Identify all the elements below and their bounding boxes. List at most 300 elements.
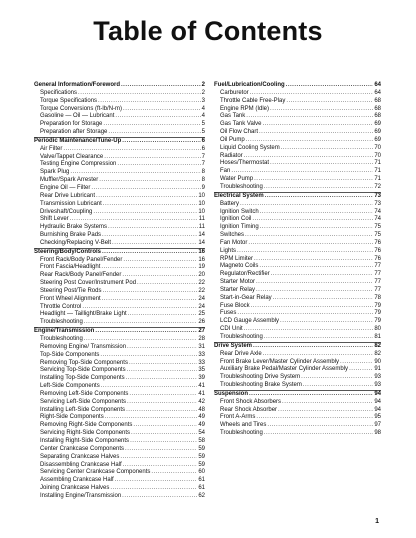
dot-leader	[129, 360, 197, 368]
toc-page-number: 79	[374, 318, 381, 325]
dot-leader	[123, 106, 201, 114]
toc-entry-title: Throttle Control	[40, 303, 82, 310]
dot-leader	[82, 304, 197, 312]
dot-leader	[301, 374, 373, 382]
dot-leader	[123, 462, 198, 470]
toc-entry	[214, 382, 381, 390]
toc-page-number: 61	[198, 485, 205, 492]
toc-entry-title: Carburetor	[220, 89, 249, 96]
toc-page-number: 77	[374, 271, 381, 278]
toc-page-number: 19	[198, 264, 205, 271]
toc-page-number: 22	[198, 280, 205, 287]
toc-entry-title: Muffler/Spark Arrester	[40, 177, 99, 184]
toc-entry	[34, 224, 205, 232]
toc-page-number: 39	[198, 375, 205, 382]
toc-entry-title: Spark Plug	[40, 169, 70, 176]
toc-entry	[214, 407, 381, 415]
toc-entry-title: Assembling Crankcase Half	[40, 477, 114, 484]
toc-entry-title: Torque Specifications	[40, 97, 98, 104]
toc-entry	[214, 168, 381, 176]
toc-page-number: 73	[374, 192, 381, 199]
toc-entry-title: Troubleshooting	[40, 319, 83, 326]
dot-leader	[130, 438, 197, 446]
page-number: 1	[375, 518, 379, 525]
toc-page-number: 70	[374, 144, 381, 151]
dot-leader	[122, 493, 197, 501]
toc-page-number: 81	[374, 334, 381, 340]
toc-page-number: 41	[198, 390, 205, 397]
toc-page-number: 24	[198, 303, 205, 310]
toc-entry-title: Air Filter	[40, 145, 63, 152]
toc-page-number: 97	[374, 422, 381, 429]
toc-entry	[214, 224, 381, 232]
toc-entry	[34, 446, 205, 454]
toc-page-number: 6	[201, 145, 205, 152]
toc-page-number: 69	[374, 129, 381, 136]
dot-leader	[126, 407, 197, 415]
toc-entry-title: Front Brake Lever/Master Cylinder Assembly	[220, 358, 340, 365]
toc-page-number: 69	[374, 121, 381, 128]
toc-page-number: 58	[198, 437, 205, 444]
toc-page-number: 5	[201, 129, 205, 136]
toc-entry	[214, 263, 381, 271]
toc-entry-title: Torque Conversions (ft-lb/N-m)	[40, 105, 123, 112]
toc-section-title: Fuel/Lubrication/Cooling	[214, 82, 285, 88]
dot-leader	[99, 177, 200, 185]
dot-leader	[253, 343, 373, 351]
toc-page-number: 14	[198, 239, 205, 246]
dot-leader	[340, 359, 373, 367]
toc-entry	[34, 288, 205, 296]
toc-entry	[214, 209, 381, 217]
dot-leader	[256, 287, 373, 295]
toc-entry-title: Rear Rack/Body Panel/Fender	[40, 272, 122, 279]
toc-entry-title: Driveshaft/Coupling	[40, 208, 93, 215]
toc-entry-title: Front Rack/Body Panel/Fender	[40, 256, 123, 263]
dot-leader	[115, 113, 200, 121]
dot-leader	[108, 129, 200, 137]
toc-entry-title: Front Shock Absorbers	[220, 398, 282, 405]
dot-leader	[126, 375, 198, 383]
toc-page-number: 59	[198, 445, 205, 452]
dot-leader	[98, 98, 201, 106]
dot-leader	[260, 224, 374, 232]
toc-entry-title: Lights	[220, 247, 237, 254]
toc-section-heading	[214, 192, 381, 201]
dot-leader	[133, 422, 197, 430]
dot-leader	[267, 422, 373, 430]
dot-leader	[286, 98, 373, 106]
dot-leader	[103, 121, 200, 129]
toc-entry-title: Oil Flow Chart	[220, 129, 259, 136]
toc-entry-title: Auxiliary Brake Pedal/Master Cylinder Assembly	[220, 366, 349, 373]
dot-leader	[245, 232, 373, 240]
toc-section-heading	[34, 327, 205, 336]
dot-leader	[278, 407, 373, 415]
dot-leader	[84, 319, 198, 327]
toc-entry	[34, 422, 205, 430]
toc-page-number: 71	[374, 168, 381, 175]
toc-page-number: 35	[198, 367, 205, 374]
dot-leader	[127, 367, 198, 375]
toc-page-number: 73	[374, 200, 381, 207]
dot-leader	[259, 263, 373, 271]
toc-entry	[34, 146, 205, 154]
dot-leader	[264, 430, 374, 438]
toc-entry-title: Troubleshooting Brake System	[220, 382, 302, 389]
toc-page-number: 24	[198, 295, 205, 302]
toc-entry-title: Checking/Replacing V-Belt	[40, 239, 112, 246]
toc-page-number: 8	[201, 177, 205, 184]
toc-entry	[214, 351, 381, 359]
toc-entry	[34, 129, 205, 137]
toc-entry	[34, 375, 205, 383]
toc-entry-title: Start-in-Gear Relay	[220, 294, 272, 301]
toc-entry	[214, 201, 381, 209]
toc-entry	[34, 462, 205, 470]
toc-entry	[214, 90, 381, 98]
toc-entry-title: Center Crankcase Components	[40, 445, 125, 452]
dot-leader	[265, 193, 374, 201]
toc-page-number: 7	[201, 153, 205, 160]
toc-entry-title: LCD Gauge Assembly	[220, 318, 280, 325]
toc-page-number: 59	[198, 461, 205, 468]
toc-entry	[214, 287, 381, 295]
toc-page-number: 3	[201, 97, 205, 104]
dot-leader	[151, 469, 197, 477]
dot-leader	[127, 344, 197, 352]
toc-entry-title: Ignition Coil	[220, 216, 252, 223]
dot-leader	[131, 430, 197, 438]
dot-leader	[259, 129, 373, 137]
toc-entry-title: Gas Tank	[220, 113, 246, 120]
toc-page-number: 59	[198, 453, 205, 460]
toc-entry	[214, 121, 381, 129]
toc-entry-title: Removing Top-Side Components	[40, 359, 128, 366]
toc-page-number: 26	[198, 319, 205, 326]
dot-leader	[246, 113, 373, 121]
toc-section-heading	[34, 82, 205, 90]
dot-leader	[102, 288, 197, 296]
dot-leader	[93, 209, 197, 217]
dot-leader	[263, 351, 374, 359]
toc-entry	[214, 232, 381, 240]
toc-entry	[214, 430, 381, 438]
toc-entry-title: Radiator	[220, 152, 243, 159]
dot-leader	[271, 271, 374, 279]
dot-leader	[129, 391, 197, 399]
toc-page-number: 6	[201, 137, 205, 144]
toc-page-number: 70	[374, 152, 381, 159]
dot-leader	[84, 336, 198, 344]
toc-entry-title: Testing Engine Compression	[40, 161, 117, 168]
toc-page-number: 94	[374, 390, 381, 397]
toc-entry	[34, 106, 205, 114]
dot-leader	[117, 161, 200, 169]
dot-leader	[270, 160, 373, 168]
toc-entry-title: Servicing Top-Side Components	[40, 367, 126, 374]
toc-entry	[34, 311, 205, 319]
left-toc-column	[34, 82, 205, 501]
toc-entry	[34, 177, 205, 185]
toc-entry	[214, 153, 381, 161]
toc-page-number: 16	[198, 248, 205, 255]
toc-entry-title: Battery	[220, 200, 240, 207]
toc-entry	[214, 240, 381, 248]
dot-leader	[286, 82, 374, 90]
toc-page-number: 4	[201, 113, 205, 120]
toc-entry-title: Installing Engine/Transmission	[40, 492, 122, 499]
toc-page-number: 94	[374, 398, 381, 405]
dot-leader	[122, 272, 197, 280]
dot-leader	[102, 296, 198, 304]
toc-entry-title: Switches	[220, 232, 245, 239]
toc-entry-title: Wheels and Tires	[220, 422, 267, 429]
toc-entry	[34, 98, 205, 106]
toc-page-number: 48	[198, 406, 205, 413]
toc-page-number: 90	[374, 358, 381, 365]
toc-entry	[34, 407, 205, 415]
dot-leader	[260, 209, 374, 217]
dot-leader	[96, 193, 197, 201]
dot-leader	[70, 169, 200, 177]
toc-entry-title: Rear Shock Absorber	[220, 406, 278, 413]
toc-page-number: 5	[201, 121, 205, 128]
toc-entry-title: Disassembling Crankcase Half	[40, 461, 122, 468]
toc-entry	[34, 113, 205, 121]
toc-section-title: Drive System	[214, 342, 253, 349]
toc-page-number: 10	[198, 208, 205, 215]
toc-entry-title: Oil Pump	[220, 136, 245, 143]
toc-page-number: 91	[374, 366, 381, 373]
toc-entry	[34, 399, 205, 407]
dot-leader	[349, 366, 373, 374]
toc-page-number: 71	[374, 160, 381, 167]
toc-entry-title: Hoses/Thermostat	[220, 160, 270, 167]
toc-page-number: 78	[374, 294, 381, 301]
toc-entry	[34, 438, 205, 446]
toc-entry	[34, 161, 205, 169]
toc-page-number: 4	[201, 105, 205, 112]
right-toc-column	[214, 82, 381, 438]
toc-page-number: 98	[374, 430, 381, 437]
toc-entry-title: Hydraulic Brake Systems	[40, 224, 108, 231]
toc-page-number: 25	[198, 311, 205, 318]
toc-page-number: 68	[374, 105, 381, 112]
toc-page-number: 72	[374, 183, 381, 190]
toc-entry	[34, 185, 205, 193]
toc-entry	[34, 201, 205, 209]
dot-leader	[250, 90, 374, 98]
toc-entry	[214, 399, 381, 407]
toc-page-number: 64	[374, 82, 381, 88]
toc-entry	[34, 477, 205, 485]
toc-entry	[34, 383, 205, 391]
dot-leader	[273, 295, 374, 303]
toc-entry-title: Troubleshooting Drive System	[220, 374, 301, 381]
toc-entry-title: Headlight — Taillight/Brake Light	[40, 311, 127, 318]
toc-section-title: General Information/Foreword	[34, 82, 121, 88]
dot-leader	[246, 137, 374, 145]
toc-entry-title: Valve/Tappet Clearance	[40, 153, 104, 160]
toc-entry-title: Front Wheel Alignment	[40, 295, 101, 302]
toc-page-number: 33	[198, 359, 205, 366]
toc-entry	[214, 334, 381, 342]
toc-page-number: 11	[198, 224, 205, 231]
toc-entry-title: Separating Crankcase Halves	[40, 453, 120, 460]
toc-entry-title: Burnishing Brake Pads	[40, 232, 102, 239]
toc-entry-title: CDI Unit	[220, 326, 243, 333]
toc-page-number: 7	[201, 161, 205, 168]
dot-leader	[91, 185, 200, 193]
toc-entry-title: Regulator/Rectifier	[220, 271, 270, 278]
toc-entry-title: Water Pump	[220, 176, 254, 183]
dot-leader	[122, 138, 200, 146]
toc-page-number: 79	[374, 310, 381, 317]
toc-page-number: 49	[198, 414, 205, 421]
toc-entry	[34, 454, 205, 462]
toc-entry	[214, 271, 381, 279]
toc-entry	[34, 430, 205, 438]
dot-leader	[244, 153, 374, 161]
toc-page-number: 9	[201, 184, 205, 191]
toc-entry-title: Starter Relay	[220, 286, 256, 293]
toc-entry	[214, 310, 381, 318]
toc-entry	[34, 493, 205, 501]
toc-entry	[214, 98, 381, 106]
toc-entry	[214, 248, 381, 256]
toc-entry	[34, 240, 205, 248]
toc-entry-title: Engine RPM (Idle)	[220, 105, 270, 112]
toc-page-number: 16	[198, 256, 205, 263]
dot-leader	[248, 240, 373, 248]
toc-section-heading	[34, 137, 205, 146]
dot-leader	[101, 383, 198, 391]
toc-entry	[214, 216, 381, 224]
toc-entry-title: Transmission Lubricant	[40, 200, 102, 207]
toc-entry	[34, 272, 205, 280]
toc-entry	[214, 184, 381, 192]
toc-entry-title: RPM Limiter	[220, 255, 254, 262]
dot-leader	[63, 146, 200, 154]
dot-leader	[112, 240, 197, 248]
toc-entry	[34, 367, 205, 375]
toc-entry	[214, 422, 381, 430]
toc-page-number: 20	[198, 272, 205, 279]
toc-entry-title: Ignition Switch	[220, 208, 259, 215]
toc-entry	[34, 232, 205, 240]
toc-entry-title: Joining Crankcase Halves	[40, 485, 110, 492]
dot-leader	[254, 256, 373, 264]
toc-entry	[34, 193, 205, 201]
toc-page-number: 74	[374, 216, 381, 223]
toc-entry-title: Installing Top-Side Components	[40, 375, 125, 382]
dot-leader	[240, 201, 373, 209]
toc-page-number: 77	[374, 263, 381, 270]
toc-entry	[34, 280, 205, 288]
toc-entry	[34, 485, 205, 493]
toc-entry-title: Engine Oil — Filter	[40, 184, 91, 191]
toc-entry-title: Steering Post/Tie Rods	[40, 287, 102, 294]
toc-entry	[34, 257, 205, 265]
dot-leader	[280, 318, 373, 326]
toc-entry-title: Fuse Block	[220, 302, 250, 309]
toc-entry	[214, 137, 381, 145]
toc-entry-title: Fan	[220, 168, 231, 175]
toc-entry	[214, 303, 381, 311]
dot-leader	[237, 310, 373, 318]
toc-entry-title: Magneto Coils	[220, 263, 259, 270]
dot-leader	[104, 154, 200, 162]
dot-leader	[115, 477, 198, 485]
toc-entry-title: Troubleshooting	[220, 430, 263, 437]
dot-leader	[101, 264, 197, 272]
toc-page-number: 2	[201, 89, 205, 96]
toc-entry	[214, 279, 381, 287]
toc-entry-title: Removing Left-Side Components	[40, 390, 129, 397]
dot-leader	[251, 303, 374, 311]
toc-entry	[34, 209, 205, 217]
toc-entry-title: Front Fascia/Headlight	[40, 264, 101, 271]
toc-entry	[34, 216, 205, 224]
dot-leader	[237, 248, 373, 256]
toc-entry-title: Troubleshooting	[40, 336, 83, 342]
toc-entry-title: Rear Drive Axle	[220, 350, 262, 357]
dot-leader	[231, 168, 373, 176]
toc-page-number: 82	[374, 350, 381, 357]
toc-section-title: Steering/Body/Controls	[34, 248, 102, 255]
toc-entry	[34, 90, 205, 98]
toc-page-number: 60	[198, 469, 205, 476]
toc-page-number: 61	[198, 477, 205, 484]
toc-entry-title: Throttle Cable Free-Play	[220, 97, 286, 104]
toc-entry-title: Installing Left-Side Components	[40, 406, 126, 413]
toc-entry-title: Front A-Arms	[220, 414, 256, 421]
toc-entry-title: Gasoline — Oil — Lubricant	[40, 113, 115, 120]
toc-page-number: 69	[374, 136, 381, 143]
toc-entry	[214, 326, 381, 334]
toc-entry	[34, 336, 205, 344]
toc-section-title: Suspension	[214, 390, 249, 397]
toc-page-number: 77	[374, 279, 381, 286]
toc-entry-title: Rear Drive Lubricant	[40, 192, 96, 199]
dot-leader	[270, 106, 373, 114]
toc-entry-title: Removing Right-Side Components	[40, 422, 133, 429]
toc-page-number: 62	[198, 492, 205, 499]
dot-leader	[102, 249, 197, 257]
toc-entry-title: Servicing Center Crankcase Components	[40, 469, 151, 476]
toc-entry	[214, 129, 381, 137]
dot-leader	[78, 90, 201, 98]
dot-leader	[262, 121, 373, 129]
dot-leader	[108, 224, 198, 232]
toc-page-number: 28	[198, 336, 205, 342]
toc-entry-title: Preparation for Storage	[40, 121, 103, 128]
dot-leader	[70, 216, 198, 224]
dot-leader	[100, 352, 197, 360]
page-title: Table of Contents	[93, 16, 323, 46]
toc-entry-title: Left-Side Components	[40, 383, 100, 390]
toc-page-number: 10	[198, 200, 205, 207]
toc-page-number: 75	[374, 224, 381, 231]
toc-entry	[34, 344, 205, 352]
toc-page-number: 68	[374, 97, 381, 104]
dot-leader	[103, 201, 198, 209]
toc-page-number: 71	[374, 176, 381, 183]
toc-section-title: Periodic Maintenance/Tune-Up	[34, 137, 122, 144]
toc-entry	[34, 469, 205, 477]
toc-entry	[214, 113, 381, 121]
